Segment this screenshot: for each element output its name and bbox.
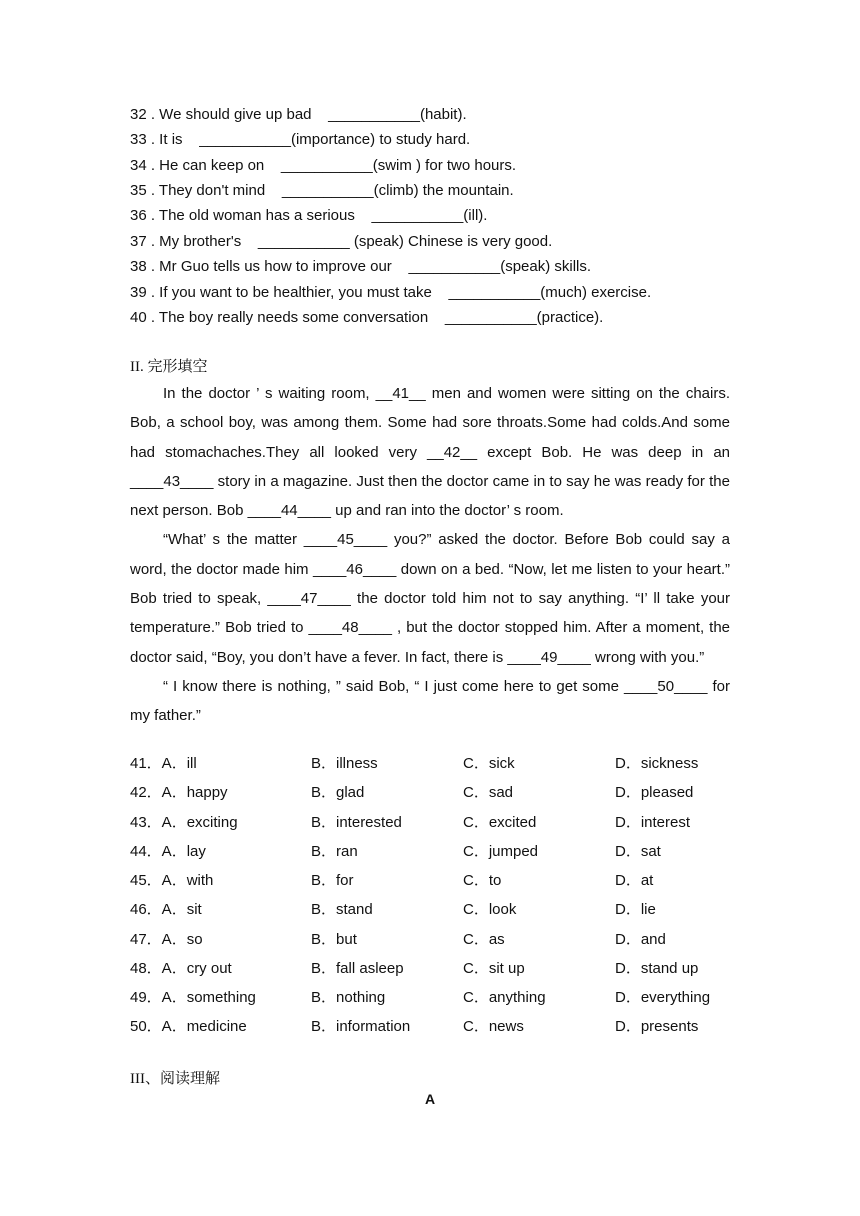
option-c: C．sad (463, 784, 514, 801)
passage-paragraph: In the doctor ’ s waiting room, __41__ men and women were sitting on the chairs. Bob, a school boy, was among them. Some had sore throats.Some had colds.And some had stomachaches.They all looked very __42__ except Bob. He was deep in an ____43____ story in a magazine. Just then the doctor came in to say he was ready for the next person. Bob ____44____ up and ran into the doctor’ s room. (130, 385, 730, 520)
fill-in-item-38: 38 . Mr Guo tells us how to improve our ___________(speak) skills. (130, 258, 592, 275)
option-a: 50．A．medicine (130, 1018, 247, 1035)
option-b: B．fall asleep (311, 960, 404, 977)
option-a: 44．A．lay (130, 843, 206, 860)
option-c: C．sit up (463, 960, 525, 977)
option-row-47 (130, 929, 750, 951)
passage-paragraph: “What’ s the matter ____45____ you?” asked the doctor. Before Bob could say a word, the doctor made him ____46____ down on a bed. “Now, let me listen to your heart.” Bob tried to speak, ____47____ the doctor told him not to say anything. “I’ ll take your temperature.” Bob tried to ____48____ , but the doctor stopped him. After a moment, the doctor said, “Boy, you don’t have a fever. In fact, there is ____49____ wrong with you.” (130, 531, 730, 666)
option-d: D．at (615, 872, 654, 889)
option-c: C．anything (463, 989, 546, 1006)
option-row-43 (130, 812, 750, 834)
option-b: B．interested (311, 814, 402, 831)
option-b: B．ran (311, 843, 358, 860)
option-b: B．glad (311, 784, 365, 801)
section-3-title: III、阅读理解 (130, 1071, 220, 1087)
option-c: C．to (463, 872, 502, 889)
option-a: 48．A．cry out (130, 960, 232, 977)
fill-in-item-36: 36 . The old woman has a serious ___________(ill). (130, 207, 488, 224)
option-row-42 (130, 782, 750, 804)
option-b: B．but (311, 931, 357, 948)
fill-in-item-37: 37 . My brother's ___________ (speak) Chinese is very good. (130, 233, 553, 250)
option-b: B．stand (311, 901, 373, 918)
option-row-46 (130, 899, 750, 921)
passage-paragraph: “ I know there is nothing, ” said Bob, “ I just come here to get some ____50____ for my father.” (130, 677, 730, 725)
fill-in-item-40: 40 . The boy really needs some conversation ___________(practice). (130, 309, 604, 326)
option-c: C．news (463, 1018, 524, 1035)
fill-in-item-39: 39 . If you want to be healthier, you must take ___________(much) exercise. (130, 284, 652, 301)
option-b: B．for (311, 872, 354, 889)
option-row-48 (130, 958, 750, 980)
option-row-50 (130, 1016, 750, 1038)
option-b: B．illness (311, 755, 378, 772)
option-c: C．as (463, 931, 505, 948)
option-c: C．look (463, 901, 517, 918)
passage-a-label: A (424, 1091, 436, 1107)
option-a: 47．A．so (130, 931, 203, 948)
option-b: B．information (311, 1018, 411, 1035)
option-a: 45．A．with (130, 872, 214, 889)
option-a: 46．A．sit (130, 901, 202, 918)
fill-in-item-35: 35 . They don't mind ___________(climb) the mountain. (130, 182, 514, 199)
section-2-title: II. 完形填空 (130, 359, 208, 375)
option-d: D．everything (615, 989, 711, 1006)
option-d: D．interest (615, 814, 691, 831)
option-a: 42．A．happy (130, 784, 228, 801)
option-d: D．presents (615, 1018, 699, 1035)
option-row-49 (130, 987, 750, 1009)
option-d: D．stand up (615, 960, 699, 977)
option-d: D．pleased (615, 784, 694, 801)
option-row-44 (130, 841, 750, 863)
option-row-45 (130, 870, 750, 892)
option-d: D．lie (615, 901, 656, 918)
fill-in-item-33: 33 . It is ___________(importance) to study hard. (130, 131, 471, 148)
option-d: D．sickness (615, 755, 699, 772)
fill-in-item-32: 32 . We should give up bad ___________(habit). (130, 106, 467, 123)
option-row-41 (130, 753, 750, 775)
option-a: 49．A．something (130, 989, 256, 1006)
option-a: 41．A．ill (130, 755, 197, 772)
option-d: D．sat (615, 843, 661, 860)
option-d: D．and (615, 931, 666, 948)
option-c: C．sick (463, 755, 515, 772)
fill-in-item-34: 34 . He can keep on ___________(swim ) for two hours. (130, 157, 517, 174)
option-b: B．nothing (311, 989, 386, 1006)
option-c: C．jumped (463, 843, 539, 860)
option-c: C．excited (463, 814, 537, 831)
option-a: 43．A．exciting (130, 814, 238, 831)
cloze-passage (130, 379, 730, 731)
